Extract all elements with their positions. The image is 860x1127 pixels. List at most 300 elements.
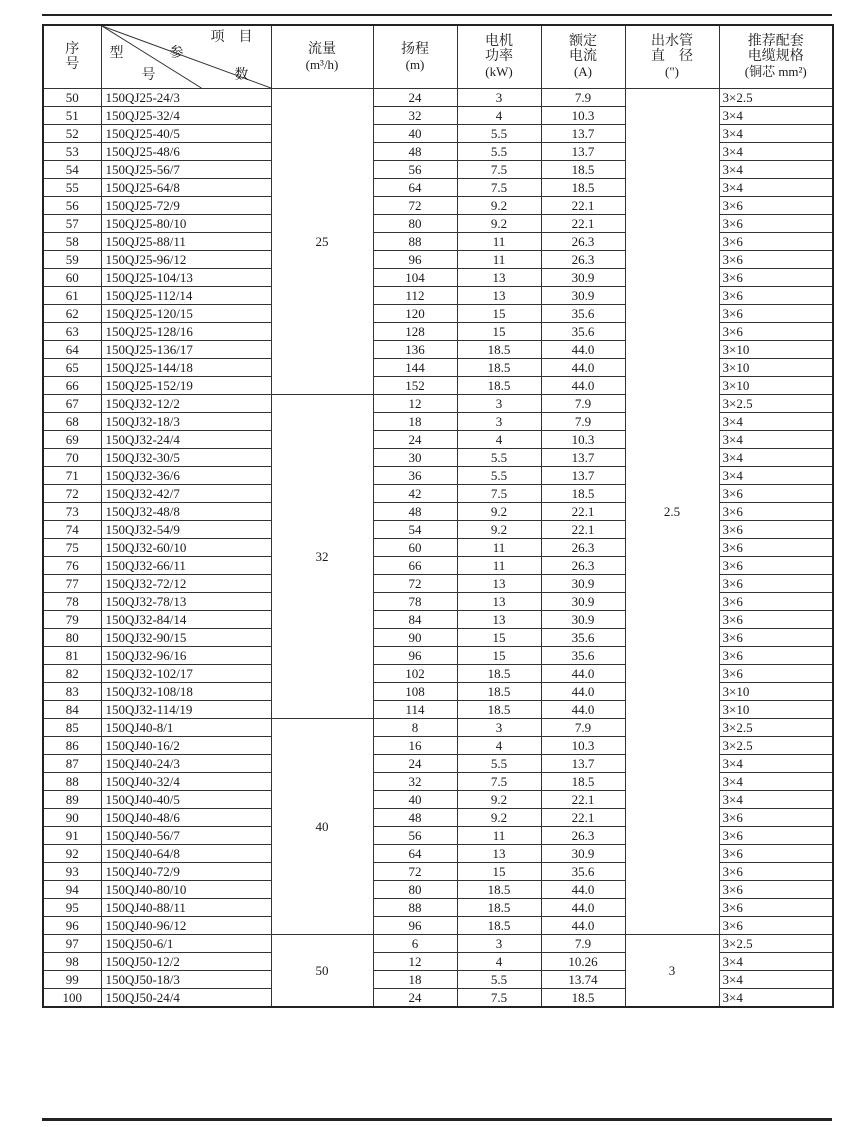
cell-flow: 50	[271, 935, 373, 1008]
cell-model: 150QJ32-54/9	[101, 521, 271, 539]
cell-cable: 3×6	[719, 845, 833, 863]
cell-current: 7.9	[541, 719, 625, 737]
cell-power: 4	[457, 107, 541, 125]
cell-no: 67	[43, 395, 101, 413]
cell-model: 150QJ25-128/16	[101, 323, 271, 341]
cell-power: 18.5	[457, 377, 541, 395]
cell-power: 5.5	[457, 143, 541, 161]
cell-current: 26.3	[541, 539, 625, 557]
cell-no: 60	[43, 269, 101, 287]
cell-cable: 3×6	[719, 665, 833, 683]
cell-power: 7.5	[457, 773, 541, 791]
cell-current: 30.9	[541, 593, 625, 611]
cell-pipe: 3	[625, 935, 719, 1008]
cell-model: 150QJ25-64/8	[101, 179, 271, 197]
cell-no: 90	[43, 809, 101, 827]
cell-model: 150QJ25-24/3	[101, 89, 271, 107]
cell-no: 100	[43, 989, 101, 1008]
header-no-label: 序 号	[65, 42, 80, 72]
cell-model: 150QJ25-104/13	[101, 269, 271, 287]
cell-model: 150QJ32-90/15	[101, 629, 271, 647]
cell-head: 24	[373, 431, 457, 449]
cell-power: 7.5	[457, 485, 541, 503]
cell-cable: 3×4	[719, 791, 833, 809]
cell-model: 150QJ32-84/14	[101, 611, 271, 629]
cell-head: 114	[373, 701, 457, 719]
cell-no: 97	[43, 935, 101, 953]
pump-spec-table	[42, 24, 834, 1008]
cell-power: 9.2	[457, 215, 541, 233]
cell-power: 5.5	[457, 755, 541, 773]
cell-head: 48	[373, 143, 457, 161]
cell-no: 74	[43, 521, 101, 539]
cell-no: 71	[43, 467, 101, 485]
cell-cable: 3×2.5	[719, 719, 833, 737]
cell-current: 10.3	[541, 107, 625, 125]
cell-model: 150QJ32-96/16	[101, 647, 271, 665]
cell-current: 22.1	[541, 791, 625, 809]
cell-cable: 3×4	[719, 431, 833, 449]
cell-head: 72	[373, 575, 457, 593]
header-item-label: 项 目	[210, 30, 253, 45]
cell-power: 4	[457, 737, 541, 755]
cell-current: 35.6	[541, 863, 625, 881]
header-pipe-label: 出水管 直 径	[651, 34, 693, 64]
cell-no: 94	[43, 881, 101, 899]
cell-cable: 3×6	[719, 287, 833, 305]
cell-power: 3	[457, 935, 541, 953]
cell-power: 5.5	[457, 125, 541, 143]
cell-current: 10.3	[541, 431, 625, 449]
cell-head: 48	[373, 503, 457, 521]
cell-no: 72	[43, 485, 101, 503]
cell-head: 8	[373, 719, 457, 737]
header-current-label: 额定 电流	[569, 34, 597, 64]
cell-no: 78	[43, 593, 101, 611]
cell-current: 18.5	[541, 485, 625, 503]
cell-current: 13.7	[541, 449, 625, 467]
cell-no: 52	[43, 125, 101, 143]
cell-current: 44.0	[541, 881, 625, 899]
cell-head: 32	[373, 107, 457, 125]
cell-power: 9.2	[457, 809, 541, 827]
cell-no: 81	[43, 647, 101, 665]
cell-model: 150QJ40-16/2	[101, 737, 271, 755]
cell-model: 150QJ25-48/6	[101, 143, 271, 161]
cell-current: 30.9	[541, 611, 625, 629]
cell-head: 16	[373, 737, 457, 755]
cell-no: 92	[43, 845, 101, 863]
cell-current: 18.5	[541, 179, 625, 197]
cell-model: 150QJ25-88/11	[101, 233, 271, 251]
header-flow-unit: (m³/h)	[305, 56, 339, 72]
cell-power: 15	[457, 323, 541, 341]
cell-current: 22.1	[541, 197, 625, 215]
cell-model: 150QJ32-72/12	[101, 575, 271, 593]
cell-head: 12	[373, 953, 457, 971]
cell-head: 144	[373, 359, 457, 377]
cell-no: 51	[43, 107, 101, 125]
cell-power: 13	[457, 575, 541, 593]
cell-model: 150QJ25-96/12	[101, 251, 271, 269]
cell-model: 150QJ40-96/12	[101, 917, 271, 935]
cell-current: 44.0	[541, 917, 625, 935]
cell-no: 61	[43, 287, 101, 305]
cell-cable: 3×10	[719, 341, 833, 359]
cell-cable: 3×6	[719, 827, 833, 845]
cell-current: 18.5	[541, 773, 625, 791]
cell-cable: 3×6	[719, 917, 833, 935]
cell-power: 7.5	[457, 161, 541, 179]
cell-no: 62	[43, 305, 101, 323]
cell-current: 35.6	[541, 647, 625, 665]
cell-no: 91	[43, 827, 101, 845]
cell-cable: 3×2.5	[719, 737, 833, 755]
cell-current: 7.9	[541, 935, 625, 953]
header-head	[373, 25, 457, 89]
cell-model: 150QJ32-66/11	[101, 557, 271, 575]
cell-cable: 3×6	[719, 521, 833, 539]
cell-power: 13	[457, 287, 541, 305]
cell-no: 79	[43, 611, 101, 629]
cell-head: 96	[373, 647, 457, 665]
cell-head: 78	[373, 593, 457, 611]
cell-head: 108	[373, 683, 457, 701]
cell-power: 13	[457, 593, 541, 611]
cell-model: 150QJ25-72/9	[101, 197, 271, 215]
cell-head: 102	[373, 665, 457, 683]
cell-current: 13.7	[541, 755, 625, 773]
table-body	[43, 89, 833, 1008]
cell-current: 30.9	[541, 575, 625, 593]
cell-model: 150QJ40-8/1	[101, 719, 271, 737]
cell-power: 11	[457, 251, 541, 269]
cell-no: 83	[43, 683, 101, 701]
cell-flow: 40	[271, 719, 373, 935]
cell-no: 55	[43, 179, 101, 197]
cell-power: 5.5	[457, 467, 541, 485]
cell-head: 84	[373, 611, 457, 629]
cell-no: 57	[43, 215, 101, 233]
cell-power: 15	[457, 629, 541, 647]
cell-cable: 3×6	[719, 593, 833, 611]
cell-model: 150QJ50-6/1	[101, 935, 271, 953]
cell-head: 24	[373, 989, 457, 1008]
cell-cable: 3×6	[719, 215, 833, 233]
cell-cable: 3×4	[719, 989, 833, 1008]
cell-current: 44.0	[541, 899, 625, 917]
header-count-label: 数	[234, 68, 249, 83]
cell-power: 9.2	[457, 503, 541, 521]
cell-cable: 3×2.5	[719, 395, 833, 413]
cell-power: 18.5	[457, 917, 541, 935]
cell-power: 5.5	[457, 449, 541, 467]
cell-head: 136	[373, 341, 457, 359]
cell-cable: 3×6	[719, 305, 833, 323]
cell-current: 7.9	[541, 413, 625, 431]
cell-current: 13.74	[541, 971, 625, 989]
cell-current: 13.7	[541, 125, 625, 143]
cell-model: 150QJ50-24/4	[101, 989, 271, 1008]
cell-head: 32	[373, 773, 457, 791]
cell-model: 150QJ40-72/9	[101, 863, 271, 881]
cell-power: 7.5	[457, 989, 541, 1008]
cell-model: 150QJ32-114/19	[101, 701, 271, 719]
cell-cable: 3×6	[719, 503, 833, 521]
cell-head: 40	[373, 125, 457, 143]
cell-head: 80	[373, 215, 457, 233]
cell-head: 40	[373, 791, 457, 809]
cell-current: 22.1	[541, 503, 625, 521]
header-head-label: 扬程	[401, 41, 429, 57]
cell-no: 84	[43, 701, 101, 719]
cell-no: 98	[43, 953, 101, 971]
cell-cable: 3×6	[719, 629, 833, 647]
cell-cable: 3×6	[719, 197, 833, 215]
cell-no: 63	[43, 323, 101, 341]
cell-head: 30	[373, 449, 457, 467]
header-cable	[719, 25, 833, 89]
cell-model: 150QJ32-48/8	[101, 503, 271, 521]
cell-power: 13	[457, 269, 541, 287]
cell-head: 56	[373, 827, 457, 845]
cell-cable: 3×2.5	[719, 935, 833, 953]
cell-no: 54	[43, 161, 101, 179]
cell-no: 95	[43, 899, 101, 917]
cell-no: 65	[43, 359, 101, 377]
cell-cable: 3×4	[719, 773, 833, 791]
cell-head: 18	[373, 971, 457, 989]
cell-model: 150QJ32-102/17	[101, 665, 271, 683]
cell-current: 44.0	[541, 377, 625, 395]
cell-head: 72	[373, 197, 457, 215]
cell-no: 73	[43, 503, 101, 521]
cell-cable: 3×4	[719, 449, 833, 467]
cell-model: 150QJ32-18/3	[101, 413, 271, 431]
cell-cable: 3×4	[719, 971, 833, 989]
cell-cable: 3×4	[719, 107, 833, 125]
cell-model: 150QJ40-40/5	[101, 791, 271, 809]
cell-cable: 3×6	[719, 539, 833, 557]
cell-cable: 3×2.5	[719, 89, 833, 107]
cell-cable: 3×4	[719, 179, 833, 197]
cell-current: 35.6	[541, 305, 625, 323]
cell-no: 99	[43, 971, 101, 989]
cell-head: 64	[373, 845, 457, 863]
cell-flow: 25	[271, 89, 373, 395]
table-row	[43, 935, 833, 953]
cell-power: 18.5	[457, 683, 541, 701]
cell-head: 24	[373, 755, 457, 773]
header-current	[541, 25, 625, 89]
cell-power: 4	[457, 431, 541, 449]
cell-no: 59	[43, 251, 101, 269]
cell-current: 35.6	[541, 323, 625, 341]
cell-current: 44.0	[541, 359, 625, 377]
cell-current: 22.1	[541, 521, 625, 539]
bottom-rule	[42, 1118, 832, 1121]
cell-model: 150QJ40-56/7	[101, 827, 271, 845]
cell-power: 18.5	[457, 899, 541, 917]
cell-model: 150QJ40-88/11	[101, 899, 271, 917]
cell-no: 68	[43, 413, 101, 431]
cell-cable: 3×6	[719, 899, 833, 917]
cell-no: 87	[43, 755, 101, 773]
cell-model: 150QJ40-24/3	[101, 755, 271, 773]
cell-no: 64	[43, 341, 101, 359]
cell-power: 11	[457, 557, 541, 575]
cell-cable: 3×6	[719, 863, 833, 881]
cell-no: 85	[43, 719, 101, 737]
cell-model: 150QJ25-120/15	[101, 305, 271, 323]
cell-model: 150QJ25-144/18	[101, 359, 271, 377]
cell-power: 13	[457, 611, 541, 629]
cell-model: 150QJ32-108/18	[101, 683, 271, 701]
cell-cable: 3×4	[719, 125, 833, 143]
cell-cable: 3×4	[719, 755, 833, 773]
cell-power: 11	[457, 539, 541, 557]
cell-power: 3	[457, 719, 541, 737]
header-row	[43, 25, 833, 89]
cell-cable: 3×10	[719, 359, 833, 377]
cell-no: 66	[43, 377, 101, 395]
cell-model: 150QJ32-12/2	[101, 395, 271, 413]
cell-no: 58	[43, 233, 101, 251]
cell-cable: 3×6	[719, 269, 833, 287]
cell-cable: 3×10	[719, 701, 833, 719]
cell-no: 76	[43, 557, 101, 575]
cell-power: 7.5	[457, 179, 541, 197]
cell-no: 93	[43, 863, 101, 881]
cell-cable: 3×6	[719, 611, 833, 629]
cell-head: 60	[373, 539, 457, 557]
cell-model: 150QJ25-32/4	[101, 107, 271, 125]
cell-cable: 3×10	[719, 683, 833, 701]
cell-current: 44.0	[541, 701, 625, 719]
cell-no: 75	[43, 539, 101, 557]
cell-cable: 3×6	[719, 575, 833, 593]
cell-model: 150QJ50-12/2	[101, 953, 271, 971]
header-head-unit: (m)	[405, 56, 425, 72]
header-cable-unit: (铜芯 mm²)	[744, 64, 807, 79]
cell-power: 3	[457, 413, 541, 431]
cell-head: 128	[373, 323, 457, 341]
header-diagonal-cell	[101, 25, 271, 89]
cell-head: 18	[373, 413, 457, 431]
cell-cable: 3×10	[719, 377, 833, 395]
cell-no: 86	[43, 737, 101, 755]
cell-current: 44.0	[541, 665, 625, 683]
cell-power: 4	[457, 953, 541, 971]
cell-power: 13	[457, 845, 541, 863]
header-power-label: 电机 功率	[485, 34, 513, 64]
cell-head: 48	[373, 809, 457, 827]
cell-current: 7.9	[541, 395, 625, 413]
cell-cable: 3×4	[719, 413, 833, 431]
cell-power: 5.5	[457, 971, 541, 989]
cell-model: 150QJ50-18/3	[101, 971, 271, 989]
cell-no: 70	[43, 449, 101, 467]
cell-head: 64	[373, 179, 457, 197]
cell-current: 7.9	[541, 89, 625, 107]
cell-no: 89	[43, 791, 101, 809]
cell-no: 56	[43, 197, 101, 215]
cell-head: 54	[373, 521, 457, 539]
cell-cable: 3×6	[719, 647, 833, 665]
cell-cable: 3×6	[719, 323, 833, 341]
cell-head: 24	[373, 89, 457, 107]
cell-current: 26.3	[541, 827, 625, 845]
cell-cable: 3×6	[719, 251, 833, 269]
cell-current: 30.9	[541, 845, 625, 863]
cell-current: 22.1	[541, 809, 625, 827]
header-power	[457, 25, 541, 89]
cell-no: 77	[43, 575, 101, 593]
header-no	[43, 25, 101, 89]
cell-power: 18.5	[457, 701, 541, 719]
cell-cable: 3×6	[719, 557, 833, 575]
cell-power: 11	[457, 827, 541, 845]
cell-model: 150QJ25-80/10	[101, 215, 271, 233]
cell-head: 120	[373, 305, 457, 323]
cell-model: 150QJ40-48/6	[101, 809, 271, 827]
cell-power: 18.5	[457, 665, 541, 683]
cell-head: 152	[373, 377, 457, 395]
cell-current: 30.9	[541, 287, 625, 305]
cell-head: 66	[373, 557, 457, 575]
header-current-unit: (A)	[573, 64, 593, 79]
cell-no: 50	[43, 89, 101, 107]
top-rule	[42, 14, 832, 16]
cell-current: 10.3	[541, 737, 625, 755]
table-row	[43, 89, 833, 107]
cell-power: 3	[457, 395, 541, 413]
cell-current: 18.5	[541, 989, 625, 1008]
cell-head: 112	[373, 287, 457, 305]
cell-no: 82	[43, 665, 101, 683]
cell-current: 22.1	[541, 215, 625, 233]
cell-head: 42	[373, 485, 457, 503]
cell-model: 150QJ40-80/10	[101, 881, 271, 899]
header-cable-label: 推荐配套 电缆规格	[747, 34, 804, 64]
cell-power: 9.2	[457, 197, 541, 215]
cell-model: 150QJ32-78/13	[101, 593, 271, 611]
cell-power: 18.5	[457, 341, 541, 359]
cell-power: 9.2	[457, 521, 541, 539]
cell-cable: 3×6	[719, 881, 833, 899]
cell-current: 26.3	[541, 251, 625, 269]
cell-current: 10.26	[541, 953, 625, 971]
header-flow	[271, 25, 373, 89]
cell-power: 9.2	[457, 791, 541, 809]
cell-head: 90	[373, 629, 457, 647]
cell-model: 150QJ25-56/7	[101, 161, 271, 179]
cell-model: 150QJ25-136/17	[101, 341, 271, 359]
header-flow-label: 流量	[308, 41, 336, 57]
cell-cable: 3×6	[719, 233, 833, 251]
cell-cable: 3×6	[719, 809, 833, 827]
cell-head: 88	[373, 233, 457, 251]
header-param-label: 参	[169, 46, 184, 61]
cell-head: 56	[373, 161, 457, 179]
header-model-label-b: 号	[141, 68, 156, 83]
cell-power: 11	[457, 233, 541, 251]
cell-head: 6	[373, 935, 457, 953]
cell-power: 15	[457, 305, 541, 323]
cell-cable: 3×6	[719, 485, 833, 503]
cell-current: 26.3	[541, 233, 625, 251]
cell-model: 150QJ32-42/7	[101, 485, 271, 503]
